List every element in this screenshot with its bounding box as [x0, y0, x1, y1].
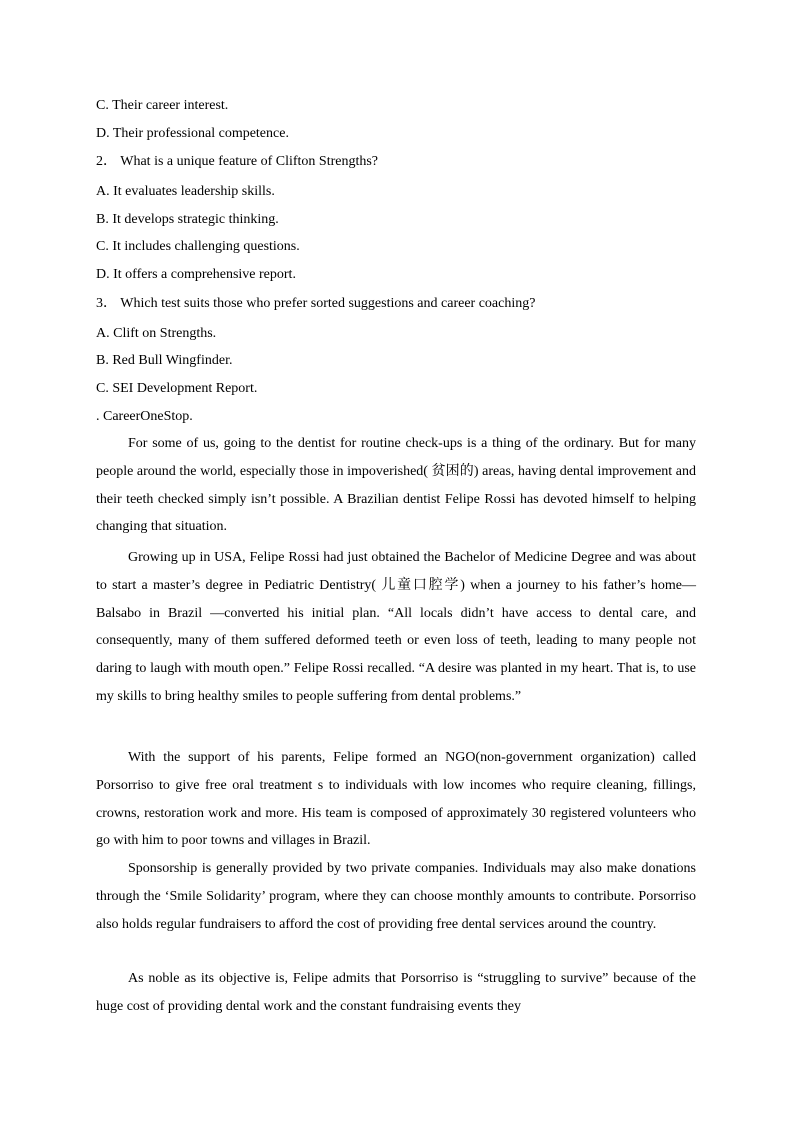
option-c: C. Their career interest. — [96, 98, 229, 113]
passage-paragraph-3: With the support of his parents, Felipe formed an NGO(non-government organization) called Porsorriso to give free oral treatment s to individuals with low incomes who require cleaning, fillings, crowns, restoration work and more. His team is composed of approximately 30 registered volunteers who go with him to poor towns and villages in Brazil. — [96, 750, 696, 849]
question-3: 3． Which test suits those who prefer sorted suggestions and career coaching? — [96, 296, 536, 311]
question-3-option-c: C. SEI Development Report. — [96, 381, 258, 396]
passage-paragraph-2: Growing up in USA, Felipe Rossi had just obtained the Bachelor of Medicine Degree and was about to start a master’s degree in Pediatric Dentistry( 儿童口腔学) when a journey to his father’s home—Balsabo in Brazil —converted his initial plan. “All locals didn’t have access to dental care, and consequently, many of them suffered deformed teeth or even loss of teeth, leading to many people not daring to laugh with mouth open.” Felipe Rossi recalled. “A desire was planted in my heart. That is, to use my skills to bring healthy smiles to people suffering from dental problems.” — [96, 550, 696, 704]
question-2-option-b: B. It develops strategic thinking. — [96, 212, 279, 227]
question-2: 2． What is a unique feature of Clifton Strengths? — [96, 154, 379, 169]
question-2-option-c: C. It includes challenging questions. — [96, 239, 300, 254]
passage-paragraph-4: Sponsorship is generally provided by two private companies. Individuals may also make donations through the ‘Smile Solidarity’ program, where they can choose monthly amounts to contribute. Porsorriso also holds regular fundraisers to afford the cost of providing free dental services around the country. — [96, 861, 696, 932]
question-3-option-a: A. Clift on Strengths. — [96, 326, 217, 341]
question-3-option-b: B. Red Bull Wingfinder. — [96, 353, 233, 368]
question-3-option-d: . CareerOneStop. — [96, 409, 193, 424]
option-d: D. Their professional competence. — [96, 126, 289, 141]
question-2-option-a: A. It evaluates leadership skills. — [96, 184, 275, 199]
passage-paragraph-5: As noble as its objective is, Felipe admits that Porsorriso is “struggling to survive” because of the huge cost of providing dental work and the constant fundraising events they — [96, 971, 696, 1014]
passage-paragraph-1: For some of us, going to the dentist for routine check-ups is a thing of the ordinary. But for many people around the world, especially those in impoverished( 贫困的) areas, having dental improvement and their teeth checked simply isn’t possible. A Brazilian dentist Felipe Rossi has devoted himself to helping changing that situation. — [96, 436, 696, 535]
question-2-option-d: D. It offers a comprehensive report. — [96, 267, 296, 282]
